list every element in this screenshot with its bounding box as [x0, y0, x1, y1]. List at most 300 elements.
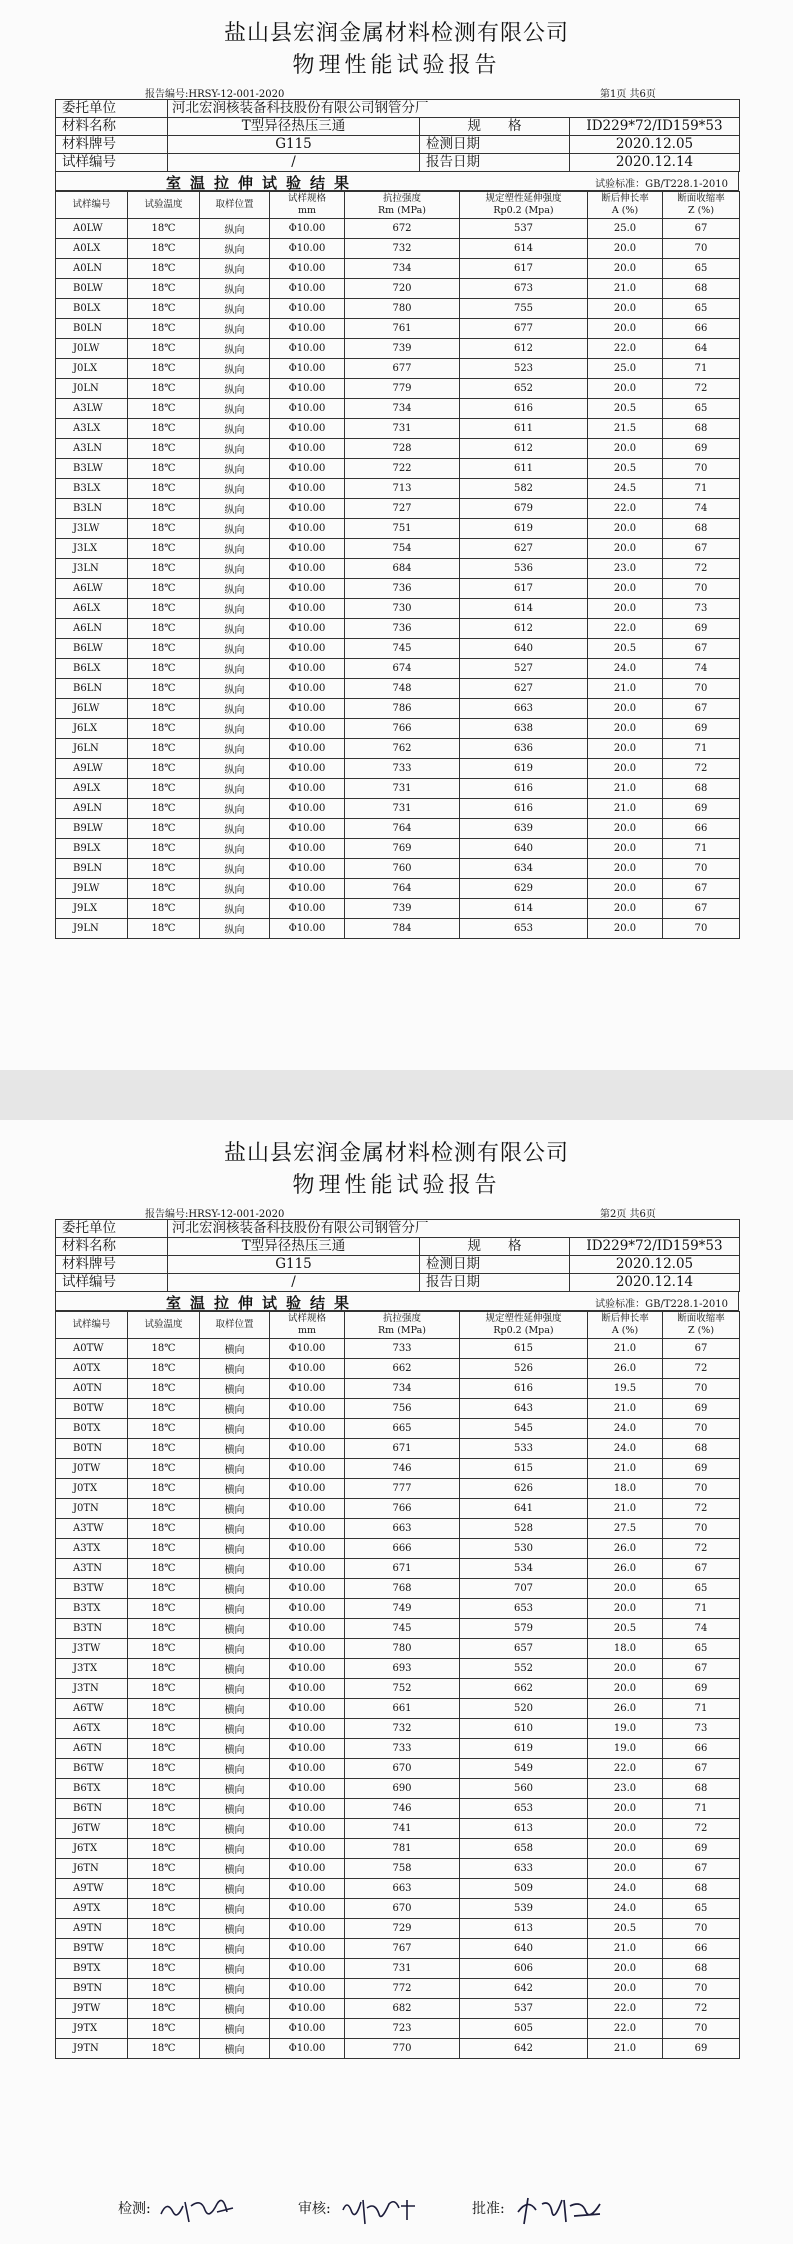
- table-cell: 640: [460, 1939, 588, 1959]
- table-cell: 672: [345, 219, 460, 239]
- table-cell: 71: [663, 839, 740, 859]
- table-cell: J9LN: [56, 919, 128, 939]
- table-cell: 20.0: [588, 1799, 663, 1819]
- table-cell: 18℃: [128, 619, 200, 639]
- table-row: [56, 879, 740, 899]
- table-cell: 18℃: [128, 1519, 200, 1539]
- table-cell: 612: [460, 619, 588, 639]
- tester-signature-image: [155, 2192, 245, 2228]
- table-cell: 634: [460, 859, 588, 879]
- table-cell: 72: [663, 1359, 740, 1379]
- table-cell: 纵向: [200, 559, 270, 579]
- table-cell: J6TX: [56, 1839, 128, 1859]
- table-cell: 67: [663, 1559, 740, 1579]
- table-cell: 纵向: [200, 339, 270, 359]
- table-cell: 74: [663, 1619, 740, 1639]
- table-cell: B6LW: [56, 639, 128, 659]
- table-cell: 20.0: [588, 599, 663, 619]
- table-cell: A0LX: [56, 239, 128, 259]
- table-cell: 65: [663, 1639, 740, 1659]
- table-cell: 纵向: [200, 719, 270, 739]
- table-cell: 19.5: [588, 1379, 663, 1399]
- table-cell: 619: [460, 759, 588, 779]
- table-cell: 606: [460, 1959, 588, 1979]
- table-cell: 18℃: [128, 699, 200, 719]
- table-row: [56, 1879, 740, 1899]
- table-cell: 780: [345, 299, 460, 319]
- table-cell: A3LN: [56, 439, 128, 459]
- table-cell: 20.0: [588, 1579, 663, 1599]
- table-cell: 22.0: [588, 339, 663, 359]
- table-cell: 643: [460, 1399, 588, 1419]
- table-cell: 18℃: [128, 1419, 200, 1439]
- table-cell: 670: [345, 1899, 460, 1919]
- table-cell: 764: [345, 819, 460, 839]
- table-cell: 616: [460, 779, 588, 799]
- table-cell: 18℃: [128, 879, 200, 899]
- table-cell: 横向: [200, 1659, 270, 1679]
- table-cell: 20.0: [588, 519, 663, 539]
- table-cell: 653: [460, 1599, 588, 1619]
- table-cell: 71: [663, 1799, 740, 1819]
- grade-label: 材料牌号: [56, 1256, 168, 1274]
- table-cell: Φ10.00: [270, 459, 345, 479]
- table-cell: 671: [345, 1439, 460, 1459]
- table-cell: A9LX: [56, 779, 128, 799]
- table-cell: J3TX: [56, 1659, 128, 1679]
- table-cell: 18℃: [128, 659, 200, 679]
- table-cell: 横向: [200, 1739, 270, 1759]
- table-cell: 20.0: [588, 439, 663, 459]
- table-cell: 横向: [200, 1879, 270, 1899]
- table-row: [56, 2039, 740, 2059]
- table-cell: 739: [345, 339, 460, 359]
- table-cell: 20.5: [588, 1919, 663, 1939]
- table-cell: 733: [345, 759, 460, 779]
- table-cell: 769: [345, 839, 460, 859]
- table-cell: 21.0: [588, 779, 663, 799]
- table-cell: 72: [663, 759, 740, 779]
- table-cell: 665: [345, 1419, 460, 1439]
- table-cell: 582: [460, 479, 588, 499]
- table-cell: 560: [460, 1779, 588, 1799]
- table-cell: 纵向: [200, 299, 270, 319]
- table-cell: 526: [460, 1359, 588, 1379]
- table-cell: 761: [345, 319, 460, 339]
- table-cell: 20.0: [588, 719, 663, 739]
- table-cell: 26.0: [588, 1359, 663, 1379]
- table-cell: 69: [663, 1399, 740, 1419]
- table-cell: 745: [345, 639, 460, 659]
- test-date-value: 2020.12.05: [570, 1256, 740, 1274]
- column-header: 断面收缩率 Z (%): [663, 1312, 740, 1339]
- table-cell: 745: [345, 1619, 460, 1639]
- table-row: [56, 1599, 740, 1619]
- table-cell: 横向: [200, 1959, 270, 1979]
- table-cell: 65: [663, 1579, 740, 1599]
- table-cell: 18℃: [128, 819, 200, 839]
- table-cell: 657: [460, 1639, 588, 1659]
- table-cell: 18℃: [128, 859, 200, 879]
- table-cell: 横向: [200, 1599, 270, 1619]
- table-cell: 611: [460, 459, 588, 479]
- table-cell: 739: [345, 899, 460, 919]
- table-cell: Φ10.00: [270, 859, 345, 879]
- sample-no-label: 试样编号: [56, 154, 168, 172]
- table-cell: 579: [460, 1619, 588, 1639]
- table-cell: Φ10.00: [270, 2039, 345, 2059]
- table-row: [56, 579, 740, 599]
- table-cell: 20.0: [588, 1859, 663, 1879]
- table-cell: 73: [663, 599, 740, 619]
- report-page-2: [0, 1120, 793, 2244]
- table-cell: 67: [663, 639, 740, 659]
- table-cell: 横向: [200, 1459, 270, 1479]
- table-cell: A3LW: [56, 399, 128, 419]
- table-cell: 横向: [200, 1539, 270, 1559]
- table-cell: 纵向: [200, 419, 270, 439]
- table-cell: 20.0: [588, 839, 663, 859]
- table-cell: Φ10.00: [270, 1399, 345, 1419]
- table-cell: 纵向: [200, 259, 270, 279]
- table-cell: J6LW: [56, 699, 128, 719]
- table-cell: 627: [460, 679, 588, 699]
- table-cell: 横向: [200, 1499, 270, 1519]
- table-cell: Φ10.00: [270, 1799, 345, 1819]
- table-cell: 610: [460, 1719, 588, 1739]
- table-cell: 26.0: [588, 1559, 663, 1579]
- table-cell: 横向: [200, 1619, 270, 1639]
- table-cell: 横向: [200, 1359, 270, 1379]
- table-cell: 18℃: [128, 419, 200, 439]
- report-title: 物理性能试验报告: [292, 53, 501, 78]
- table-cell: Φ10.00: [270, 1699, 345, 1719]
- table-cell: 横向: [200, 1479, 270, 1499]
- table-cell: J6LX: [56, 719, 128, 739]
- table-cell: 18℃: [128, 219, 200, 239]
- table-cell: 730: [345, 599, 460, 619]
- table-cell: 18℃: [128, 1819, 200, 1839]
- table-cell: 18.0: [588, 1639, 663, 1659]
- table-cell: 18℃: [128, 919, 200, 939]
- table-cell: 70: [663, 1479, 740, 1499]
- table-cell: 70: [663, 919, 740, 939]
- table-cell: Φ10.00: [270, 519, 345, 539]
- table-cell: 552: [460, 1659, 588, 1679]
- table-cell: A9LN: [56, 799, 128, 819]
- table-cell: 617: [460, 259, 588, 279]
- table-row: [56, 1479, 740, 1499]
- table-cell: 18℃: [128, 579, 200, 599]
- table-cell: 784: [345, 919, 460, 939]
- report-date-value: 2020.12.14: [570, 1274, 740, 1292]
- table-row: [56, 919, 740, 939]
- table-cell: 18℃: [128, 379, 200, 399]
- table-cell: A3TW: [56, 1519, 128, 1539]
- table-cell: 663: [345, 1519, 460, 1539]
- table-cell: Φ10.00: [270, 739, 345, 759]
- table-cell: B9LW: [56, 819, 128, 839]
- table-cell: 67: [663, 539, 740, 559]
- table-cell: 18℃: [128, 1799, 200, 1819]
- table-cell: 20.0: [588, 879, 663, 899]
- table-row: [56, 1739, 740, 1759]
- table-cell: 21.0: [588, 799, 663, 819]
- section-header: [55, 1291, 739, 1311]
- table-cell: 68: [663, 419, 740, 439]
- table-row: [56, 659, 740, 679]
- table-cell: Φ10.00: [270, 379, 345, 399]
- table-cell: 661: [345, 1699, 460, 1719]
- table-cell: 536: [460, 559, 588, 579]
- table-cell: 18℃: [128, 319, 200, 339]
- page-indicator: 第2页 共6页: [600, 1209, 656, 1220]
- table-cell: 751: [345, 519, 460, 539]
- table-cell: 横向: [200, 1999, 270, 2019]
- table-cell: J0TN: [56, 1499, 128, 1519]
- column-header: 规定塑性延伸强度 Rp0.2 (Mpa): [460, 1312, 588, 1339]
- table-cell: 758: [345, 1859, 460, 1879]
- table-cell: Φ10.00: [270, 1619, 345, 1639]
- table-cell: 20.0: [588, 919, 663, 939]
- table-cell: 18℃: [128, 479, 200, 499]
- table-cell: 679: [460, 499, 588, 519]
- table-cell: 纵向: [200, 739, 270, 759]
- table-cell: A0LW: [56, 219, 128, 239]
- table-cell: 639: [460, 819, 588, 839]
- table-cell: 605: [460, 2019, 588, 2039]
- table-row: [56, 299, 740, 319]
- table-cell: 537: [460, 219, 588, 239]
- table-cell: Φ10.00: [270, 759, 345, 779]
- table-cell: 纵向: [200, 639, 270, 659]
- table-cell: 纵向: [200, 659, 270, 679]
- table-cell: 24.0: [588, 1419, 663, 1439]
- table-cell: Φ10.00: [270, 1919, 345, 1939]
- table-cell: A6LW: [56, 579, 128, 599]
- table-cell: 71: [663, 359, 740, 379]
- table-row: [56, 559, 740, 579]
- table-cell: Φ10.00: [270, 1439, 345, 1459]
- table-cell: 72: [663, 1819, 740, 1839]
- table-cell: 18℃: [128, 1399, 200, 1419]
- table-cell: 70: [663, 679, 740, 699]
- table-cell: 纵向: [200, 779, 270, 799]
- table-cell: 786: [345, 699, 460, 719]
- table-cell: 619: [460, 519, 588, 539]
- table-cell: 18℃: [128, 1539, 200, 1559]
- table-cell: 530: [460, 1539, 588, 1559]
- table-cell: 752: [345, 1679, 460, 1699]
- table-cell: 663: [460, 699, 588, 719]
- table-cell: 20.0: [588, 859, 663, 879]
- spec-value: ID229*72/ID159*53: [570, 1238, 740, 1256]
- table-cell: 68: [663, 1779, 740, 1799]
- table-cell: 67: [663, 1859, 740, 1879]
- column-header: 断面收缩率 Z (%): [663, 192, 740, 219]
- table-cell: Φ10.00: [270, 879, 345, 899]
- table-cell: 18℃: [128, 1879, 200, 1899]
- table-cell: B9LX: [56, 839, 128, 859]
- table-row: [56, 1819, 740, 1839]
- table-cell: 70: [663, 239, 740, 259]
- table-cell: Φ10.00: [270, 599, 345, 619]
- material-label: 材料名称: [56, 118, 168, 136]
- table-cell: 18℃: [128, 519, 200, 539]
- company-name: 盐山县宏润金属材料检测有限公司: [223, 21, 569, 46]
- table-cell: 21.0: [588, 2039, 663, 2059]
- table-cell: 534: [460, 1559, 588, 1579]
- table-cell: Φ10.00: [270, 399, 345, 419]
- table-cell: Φ10.00: [270, 619, 345, 639]
- table-cell: 638: [460, 719, 588, 739]
- reviewer-label: 审核:: [298, 2201, 331, 2217]
- table-cell: 74: [663, 659, 740, 679]
- table-cell: 纵向: [200, 479, 270, 499]
- sample-no-value: /: [168, 1274, 420, 1292]
- table-cell: Φ10.00: [270, 239, 345, 259]
- table-row: [56, 739, 740, 759]
- table-cell: 629: [460, 879, 588, 899]
- table-cell: 27.5: [588, 1519, 663, 1539]
- table-cell: 615: [460, 1459, 588, 1479]
- table-cell: Φ10.00: [270, 279, 345, 299]
- table-cell: 21.0: [588, 1459, 663, 1479]
- table-cell: 纵向: [200, 839, 270, 859]
- column-header: 试样规格 mm: [270, 1312, 345, 1339]
- table-cell: 781: [345, 1839, 460, 1859]
- table-row: [56, 1519, 740, 1539]
- table-cell: 70: [663, 2019, 740, 2039]
- table-cell: 734: [345, 259, 460, 279]
- table-cell: 18℃: [128, 1359, 200, 1379]
- table-cell: Φ10.00: [270, 1959, 345, 1979]
- table-cell: J3TN: [56, 1679, 128, 1699]
- column-header: 试样编号: [56, 192, 128, 219]
- table-cell: 纵向: [200, 619, 270, 639]
- report-title: 物理性能试验报告: [292, 1173, 501, 1198]
- report-info-table: [55, 1219, 740, 1292]
- table-cell: 768: [345, 1579, 460, 1599]
- table-cell: A6TW: [56, 1699, 128, 1719]
- table-cell: Φ10.00: [270, 339, 345, 359]
- table-cell: B0LW: [56, 279, 128, 299]
- table-cell: Φ10.00: [270, 679, 345, 699]
- table-cell: 20.5: [588, 459, 663, 479]
- table-cell: 纵向: [200, 499, 270, 519]
- table-cell: 25.0: [588, 359, 663, 379]
- table-cell: 509: [460, 1879, 588, 1899]
- table-cell: 纵向: [200, 899, 270, 919]
- test-date-value: 2020.12.05: [570, 136, 740, 154]
- table-cell: 614: [460, 239, 588, 259]
- table-cell: J9TN: [56, 2039, 128, 2059]
- table-cell: 18℃: [128, 1339, 200, 1359]
- table-cell: 736: [345, 619, 460, 639]
- table-cell: 682: [345, 1999, 460, 2019]
- table-cell: 69: [663, 2039, 740, 2059]
- table-cell: 616: [460, 399, 588, 419]
- table-row: [56, 859, 740, 879]
- table-row: [56, 1899, 740, 1919]
- table-cell: 674: [345, 659, 460, 679]
- table-cell: Φ10.00: [270, 1639, 345, 1659]
- table-cell: 纵向: [200, 219, 270, 239]
- test-date-label: 检测日期: [420, 136, 570, 154]
- column-header: 断后伸长率 A (%): [588, 192, 663, 219]
- table-cell: Φ10.00: [270, 219, 345, 239]
- table-cell: 纵向: [200, 399, 270, 419]
- table-cell: 纵向: [200, 859, 270, 879]
- table-cell: 642: [460, 2039, 588, 2059]
- table-cell: Φ10.00: [270, 1899, 345, 1919]
- table-cell: 横向: [200, 1719, 270, 1739]
- table-row: [56, 1719, 740, 1739]
- table-cell: 72: [663, 1999, 740, 2019]
- table-row: [56, 1979, 740, 1999]
- table-cell: 70: [663, 859, 740, 879]
- table-cell: 21.0: [588, 1399, 663, 1419]
- table-cell: 18℃: [128, 1779, 200, 1799]
- table-cell: 741: [345, 1819, 460, 1839]
- table-cell: 20.0: [588, 1599, 663, 1619]
- table-cell: 755: [460, 299, 588, 319]
- table-cell: 539: [460, 1899, 588, 1919]
- table-cell: B6TX: [56, 1779, 128, 1799]
- table-cell: 527: [460, 659, 588, 679]
- table-row: [56, 899, 740, 919]
- table-cell: A6TN: [56, 1739, 128, 1759]
- report-date-label: 报告日期: [420, 154, 570, 172]
- table-cell: 614: [460, 899, 588, 919]
- table-cell: 67: [663, 699, 740, 719]
- table-cell: 68: [663, 279, 740, 299]
- table-cell: 20.0: [588, 579, 663, 599]
- table-cell: B3TX: [56, 1599, 128, 1619]
- table-cell: 70: [663, 459, 740, 479]
- table-cell: 69: [663, 1839, 740, 1859]
- table-cell: Φ10.00: [270, 1579, 345, 1599]
- table-cell: 18℃: [128, 779, 200, 799]
- table-cell: A3TN: [56, 1559, 128, 1579]
- table-cell: 18℃: [128, 439, 200, 459]
- client-value: 河北宏润核装备科技股份有限公司钢管分厂: [168, 1220, 740, 1238]
- table-row: [56, 219, 740, 239]
- table-cell: 18℃: [128, 1719, 200, 1739]
- table-row: [56, 1839, 740, 1859]
- table-cell: Φ10.00: [270, 779, 345, 799]
- table-cell: 22.0: [588, 2019, 663, 2039]
- table-cell: Φ10.00: [270, 1419, 345, 1439]
- table-cell: 18℃: [128, 1999, 200, 2019]
- table-cell: 横向: [200, 1639, 270, 1659]
- table-cell: 767: [345, 1939, 460, 1959]
- table-row: [56, 399, 740, 419]
- section-title: 室温拉伸试验结果: [166, 1294, 359, 1312]
- table-cell: 640: [460, 839, 588, 859]
- table-cell: 纵向: [200, 599, 270, 619]
- table-cell: 69: [663, 619, 740, 639]
- table-cell: Φ10.00: [270, 1499, 345, 1519]
- table-cell: B3LN: [56, 499, 128, 519]
- table-cell: 24.0: [588, 659, 663, 679]
- table-cell: 18℃: [128, 599, 200, 619]
- table-cell: 纵向: [200, 459, 270, 479]
- table-cell: A6LN: [56, 619, 128, 639]
- table-cell: 537: [460, 1999, 588, 2019]
- table-cell: Φ10.00: [270, 899, 345, 919]
- table-cell: 658: [460, 1839, 588, 1859]
